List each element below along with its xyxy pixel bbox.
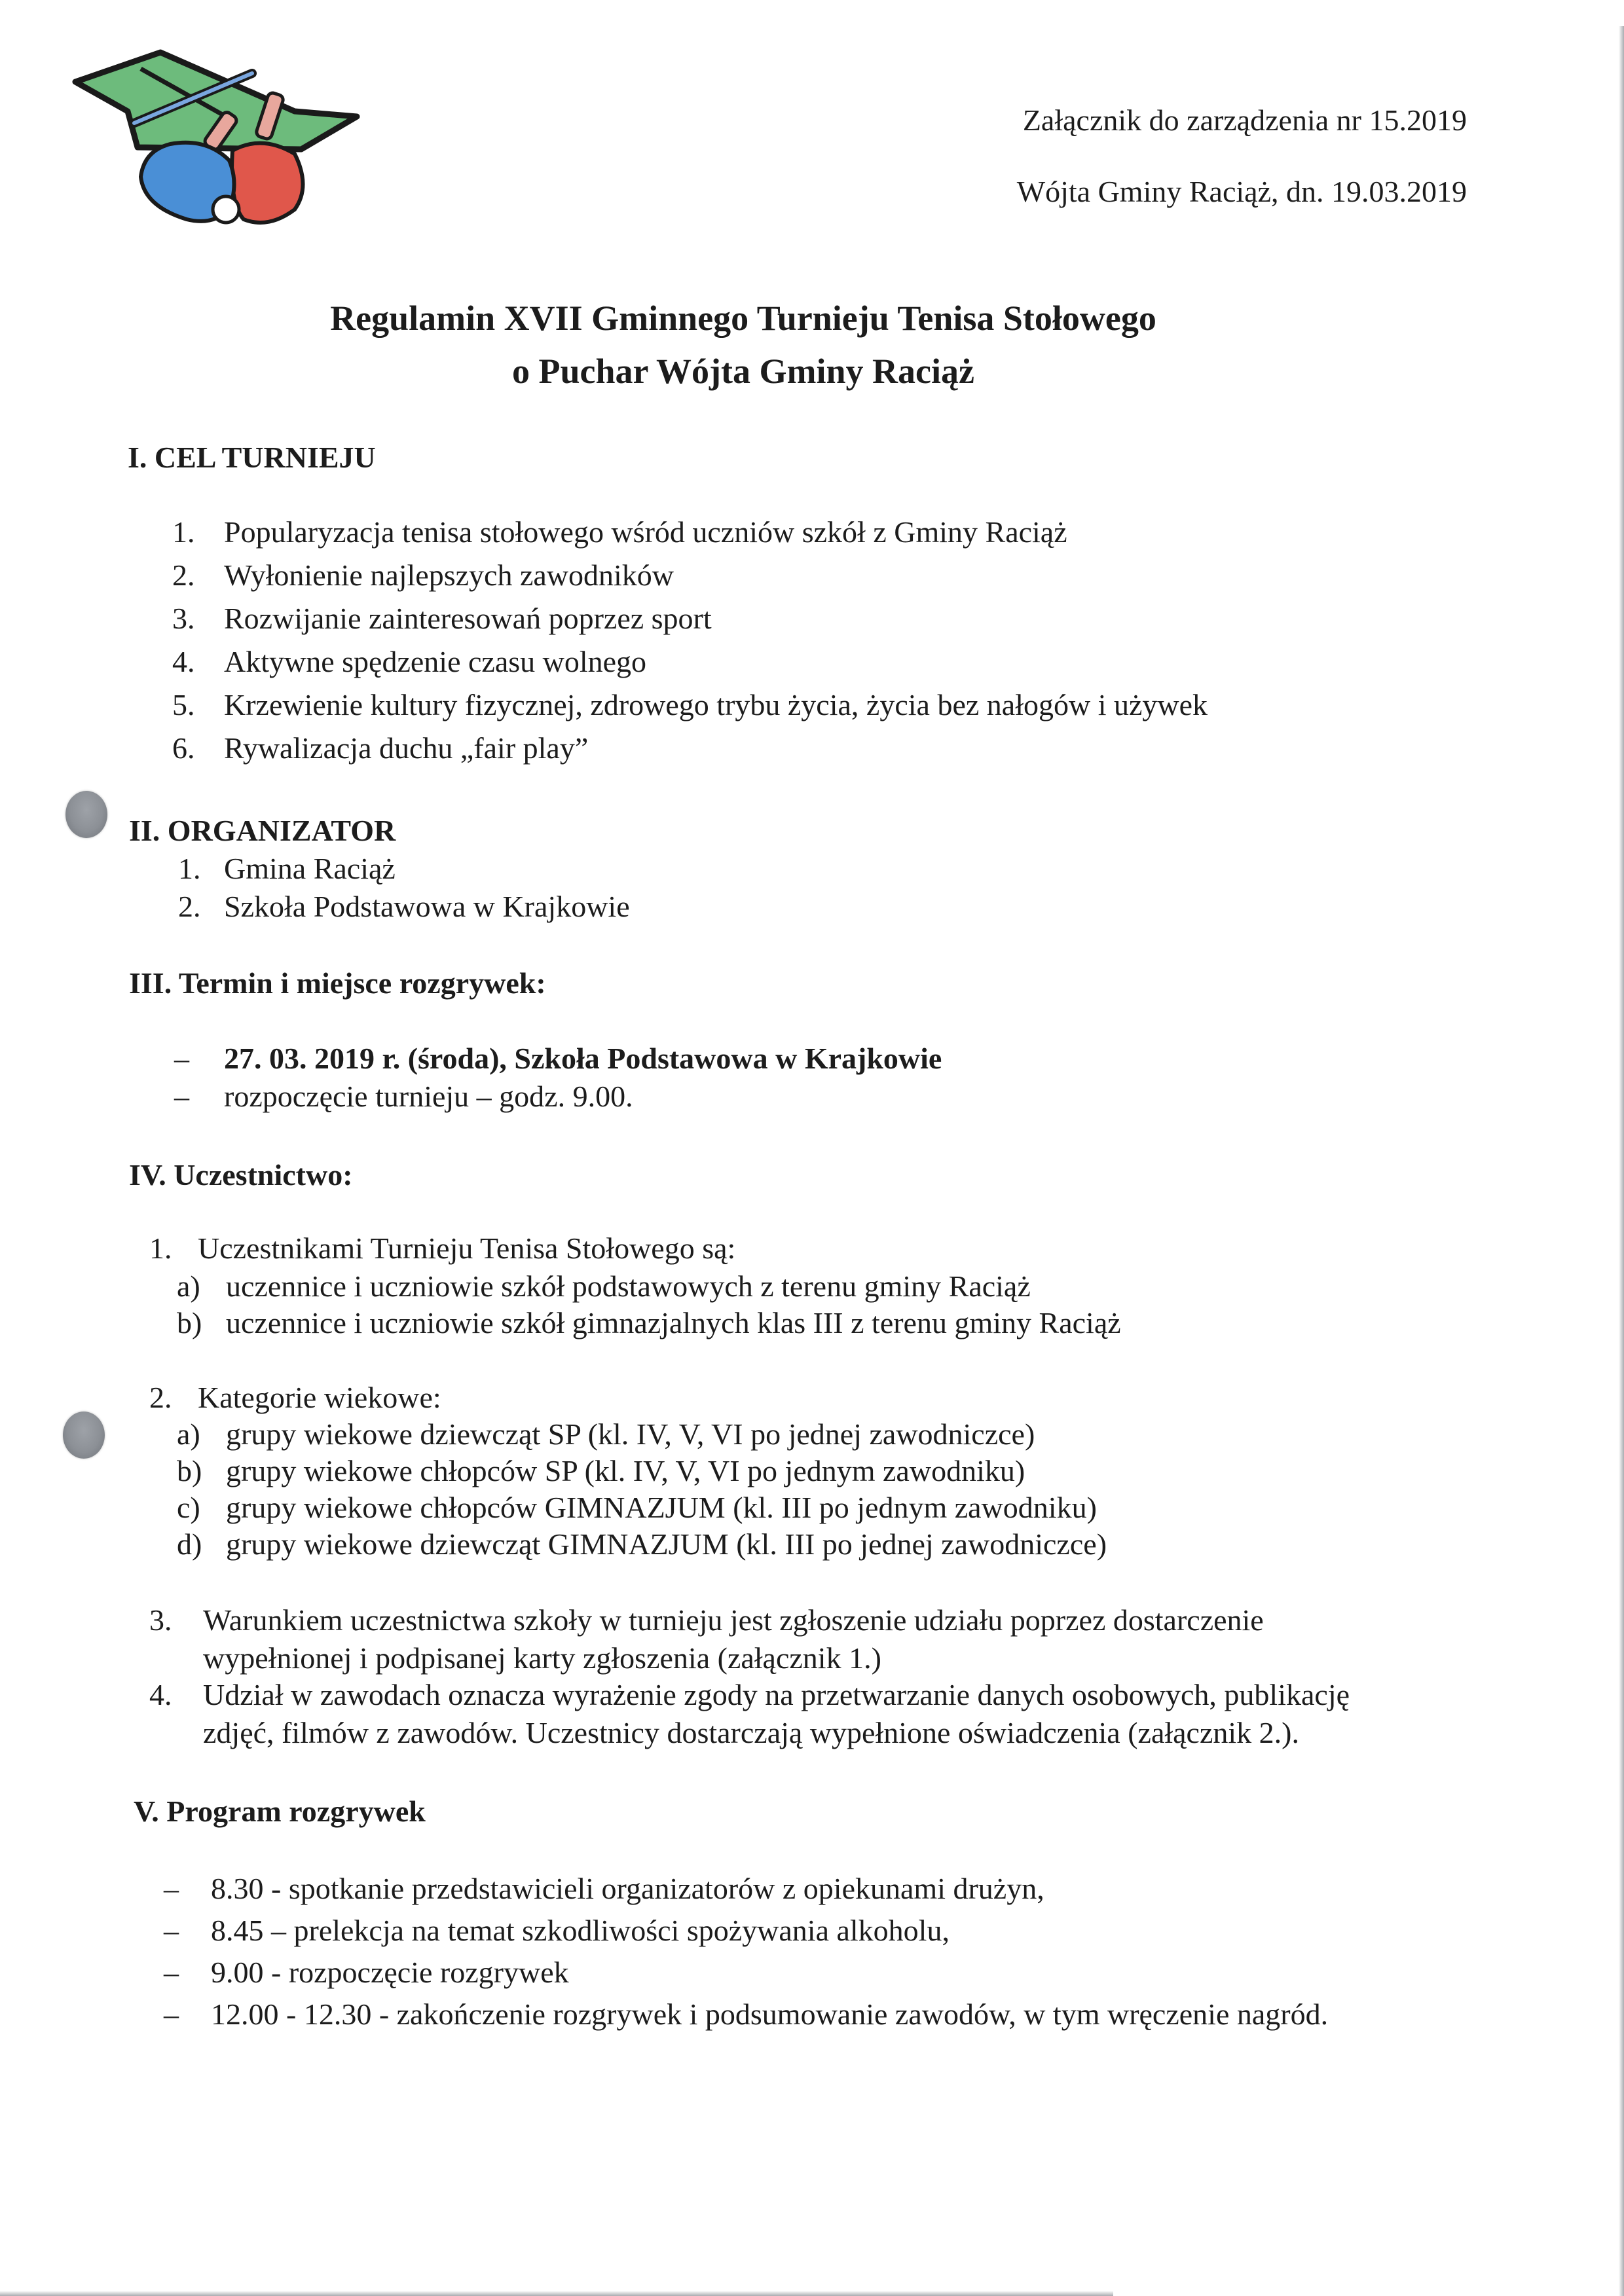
list-item: 27. 03. 2019 r. (środa), Szkoła Podstawowa w Krajkowie bbox=[224, 1042, 942, 1075]
list-item-continuation: wypełnionej i podpisanej karty zgłoszenia (załącznik 1.) bbox=[203, 1641, 881, 1675]
ball-icon bbox=[213, 196, 239, 223]
section-heading-organizator: II. ORGANIZATOR bbox=[129, 814, 396, 847]
section-heading-program: V. Program rozgrywek bbox=[134, 1795, 426, 1828]
scan-edge-right bbox=[1619, 26, 1624, 2296]
list-item: Warunkiem uczestnictwa szkoły w turnieju jest zgłoszenie udziału poprzez dostarczenie bbox=[203, 1603, 1264, 1637]
table-tennis-logo bbox=[65, 46, 360, 229]
list-item: Rozwijanie zainteresowań poprzez sport bbox=[224, 602, 712, 635]
list-item: Wyłonienie najlepszych zawodników bbox=[224, 558, 674, 592]
scan-edge-bottom bbox=[0, 2291, 1113, 2296]
section-heading-cel: I. CEL TURNIEJU bbox=[128, 441, 376, 474]
punch-hole bbox=[63, 1412, 105, 1459]
list-number: 4. bbox=[149, 1678, 172, 1711]
list-bullet: – bbox=[174, 1042, 189, 1075]
list-letter: b) bbox=[177, 1454, 202, 1487]
schedule-item: 12.00 - 12.30 - zakończenie rozgrywek i podsumowanie zawodów, w tym wręczenie nagród. bbox=[211, 1997, 1329, 2031]
list-subitem: grupy wiekowe dziewcząt SP (kl. IV, V, VI po jednej zawodniczce) bbox=[226, 1417, 1035, 1451]
list-number: 1. bbox=[149, 1231, 172, 1265]
list-item: Szkoła Podstawowa w Krajkowie bbox=[224, 890, 630, 923]
list-subitem: grupy wiekowe chłopców SP (kl. IV, V, VI po jednym zawodniku) bbox=[226, 1454, 1025, 1487]
list-item: Krzewienie kultury fizycznej, zdrowego trybu życia, życia bez nałogów i używek bbox=[224, 688, 1208, 721]
schedule-item: 8.45 – prelekcja na temat szkodliwości spożywania alkoholu, bbox=[211, 1914, 950, 1947]
list-subitem: uczennice i uczniowie szkół gimnazjalnych klas III z terenu gminy Raciąż bbox=[226, 1306, 1121, 1339]
schedule-item: 8.30 - spotkanie przedstawicieli organizatorów z opiekunami drużyn, bbox=[211, 1872, 1044, 1905]
list-number: 4. bbox=[172, 645, 195, 678]
list-item: Rywalizacja duchu „fair play” bbox=[224, 731, 589, 765]
list-number: 3. bbox=[149, 1603, 172, 1637]
document-subtitle: o Puchar Wójta Gminy Raciąż bbox=[512, 352, 974, 391]
punch-hole bbox=[65, 791, 107, 838]
list-item: Udział w zawodach oznacza wyrażenie zgody na przetwarzanie danych osobowych, publikację bbox=[203, 1678, 1350, 1711]
list-item: Popularyzacja tenisa stołowego wśród uczniów szkół z Gminy Raciąż bbox=[224, 515, 1067, 549]
list-bullet: – bbox=[164, 1997, 179, 2031]
attachment-issuer-date: Wójta Gminy Raciąż, dn. 19.03.2019 bbox=[1016, 175, 1467, 208]
attachment-reference: Załącznik do zarządzenia nr 15.2019 bbox=[1022, 103, 1467, 137]
list-subitem: uczennice i uczniowie szkół podstawowych z terenu gminy Raciąż bbox=[226, 1269, 1031, 1303]
list-item: Uczestnikami Turnieju Tenisa Stołowego są: bbox=[198, 1231, 736, 1265]
list-number: 2. bbox=[178, 890, 201, 923]
list-item-continuation: zdjęć, filmów z zawodów. Uczestnicy dostarczają wypełnione oświadczenia (załącznik 2.). bbox=[203, 1716, 1299, 1749]
list-bullet: – bbox=[174, 1080, 189, 1113]
list-letter: c) bbox=[177, 1491, 200, 1524]
list-number: 1. bbox=[178, 852, 201, 885]
list-item: rozpoczęcie turnieju – godz. 9.00. bbox=[224, 1080, 633, 1113]
list-bullet: – bbox=[164, 1956, 179, 1989]
section-heading-uczestnictwo: IV. Uczestnictwo: bbox=[129, 1158, 353, 1192]
list-item: Kategorie wiekowe: bbox=[198, 1381, 441, 1414]
list-number: 2. bbox=[172, 558, 195, 592]
list-number: 2. bbox=[149, 1381, 172, 1414]
list-number: 5. bbox=[172, 688, 195, 721]
list-bullet: – bbox=[164, 1914, 179, 1947]
list-letter: d) bbox=[177, 1527, 202, 1561]
list-number: 1. bbox=[172, 515, 195, 549]
schedule-item: 9.00 - rozpoczęcie rozgrywek bbox=[211, 1956, 569, 1989]
section-heading-termin: III. Termin i miejsce rozgrywek: bbox=[129, 966, 546, 1000]
list-subitem: grupy wiekowe chłopców GIMNAZJUM (kl. III po jednym zawodniku) bbox=[226, 1491, 1097, 1524]
list-bullet: – bbox=[164, 1872, 179, 1905]
document-title: Regulamin XVII Gminnego Turnieju Tenisa Stołowego bbox=[330, 299, 1156, 338]
list-subitem: grupy wiekowe dziewcząt GIMNAZJUM (kl. III po jednej zawodniczce) bbox=[226, 1527, 1107, 1561]
list-number: 6. bbox=[172, 731, 195, 765]
list-letter: a) bbox=[177, 1417, 200, 1451]
list-letter: b) bbox=[177, 1306, 202, 1339]
list-item: Aktywne spędzenie czasu wolnego bbox=[224, 645, 647, 678]
list-item: Gmina Raciąż bbox=[224, 852, 396, 885]
list-letter: a) bbox=[177, 1269, 200, 1303]
list-number: 3. bbox=[172, 602, 195, 635]
